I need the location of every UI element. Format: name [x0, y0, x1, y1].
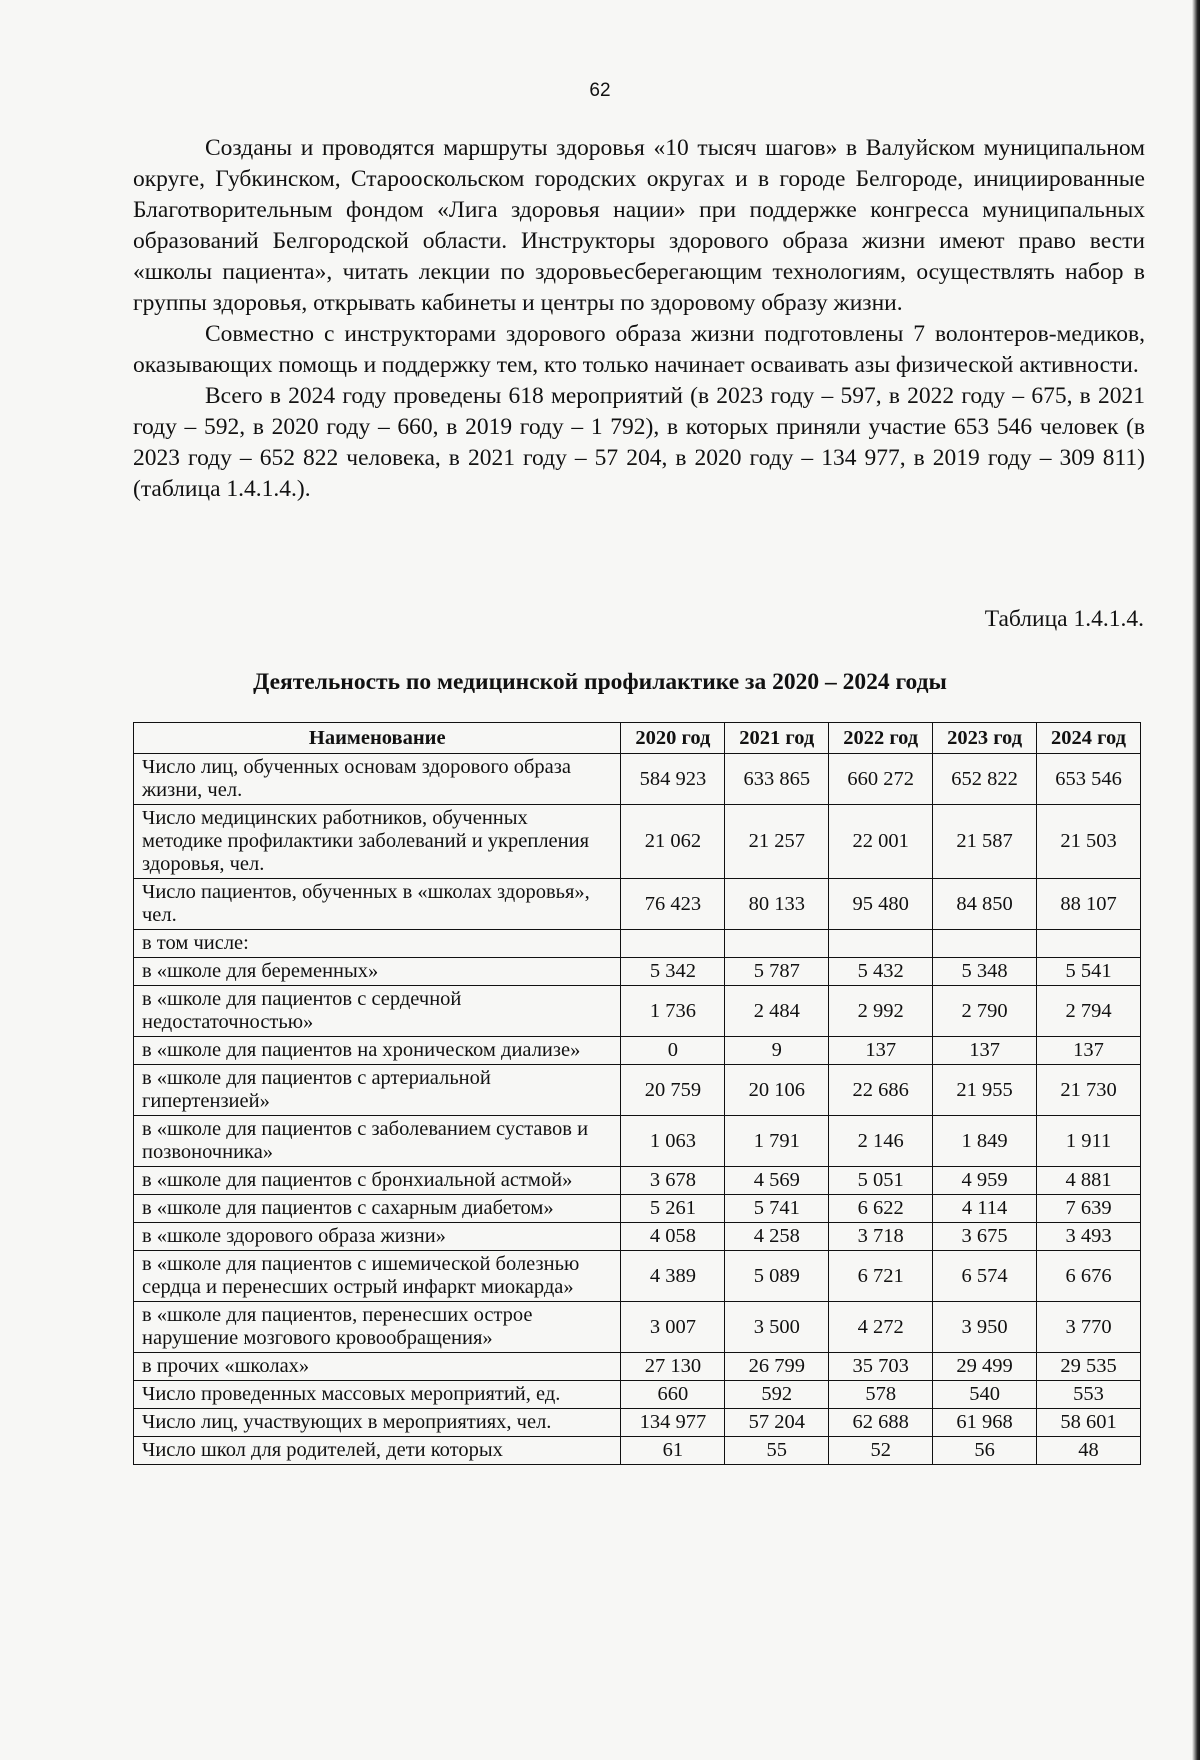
cell-value: [829, 930, 933, 958]
cell-value: 1 849: [933, 1116, 1037, 1167]
cell-value: 21 955: [933, 1065, 1037, 1116]
cell-value: 9: [725, 1037, 829, 1065]
cell-value: 2 992: [829, 986, 933, 1037]
cell-value: 20 106: [725, 1065, 829, 1116]
cell-value: 1 736: [621, 986, 725, 1037]
cell-value: 61: [621, 1437, 725, 1465]
cell-value: 3 770: [1037, 1302, 1141, 1353]
cell-value: 633 865: [725, 754, 829, 805]
cell-value: 6 676: [1037, 1251, 1141, 1302]
cell-value: 21 587: [933, 805, 1037, 879]
row-label: в «школе для пациентов с сердечной недостаточностью»: [134, 986, 621, 1037]
table-caption: Таблица 1.4.1.4.: [984, 606, 1144, 632]
table-title: Деятельность по медицинской профилактике за 2020 – 2024 годы: [253, 669, 947, 695]
cell-value: 21 730: [1037, 1065, 1141, 1116]
cell-value: 4 258: [725, 1223, 829, 1251]
cell-value: 2 790: [933, 986, 1037, 1037]
table-row: [134, 1353, 1141, 1381]
cell-value: 76 423: [621, 879, 725, 930]
scan-edge-shadow: [1192, 0, 1200, 1760]
column-header-2024: 2024 год: [1037, 723, 1141, 754]
cell-value: 26 799: [725, 1353, 829, 1381]
cell-value: 6 622: [829, 1195, 933, 1223]
cell-value: 5 342: [621, 958, 725, 986]
cell-value: 35 703: [829, 1353, 933, 1381]
cell-value: 5 787: [725, 958, 829, 986]
table-header-row: [134, 723, 1141, 754]
cell-value: 29 499: [933, 1353, 1037, 1381]
table-row: [134, 879, 1141, 930]
column-header-2021: 2021 год: [725, 723, 829, 754]
cell-value: 3 007: [621, 1302, 725, 1353]
table-row: [134, 958, 1141, 986]
row-label: Число пациентов, обученных в «школах здоровья», чел.: [134, 879, 621, 930]
cell-value: 88 107: [1037, 879, 1141, 930]
table-row: [134, 1381, 1141, 1409]
cell-value: 61 968: [933, 1409, 1037, 1437]
row-label: в «школе для пациентов, перенесших острое нарушение мозгового кровообращения»: [134, 1302, 621, 1353]
row-label: в том числе:: [134, 930, 621, 958]
cell-value: 5 089: [725, 1251, 829, 1302]
row-label: Число лиц, участвующих в мероприятиях, чел.: [134, 1409, 621, 1437]
cell-value: 584 923: [621, 754, 725, 805]
cell-value: 5 261: [621, 1195, 725, 1223]
table-row: [134, 930, 1141, 958]
cell-value: 80 133: [725, 879, 829, 930]
cell-value: 56: [933, 1437, 1037, 1465]
cell-value: 4 569: [725, 1167, 829, 1195]
cell-value: 5 432: [829, 958, 933, 986]
table-row: [134, 754, 1141, 805]
cell-value: 4 959: [933, 1167, 1037, 1195]
cell-value: 62 688: [829, 1409, 933, 1437]
cell-value: 6 574: [933, 1251, 1037, 1302]
cell-value: 21 503: [1037, 805, 1141, 879]
cell-value: 5 051: [829, 1167, 933, 1195]
cell-value: 137: [829, 1037, 933, 1065]
table-row: [134, 986, 1141, 1037]
cell-value: 0: [621, 1037, 725, 1065]
cell-value: 653 546: [1037, 754, 1141, 805]
paragraph-volunteers: Совместно с инструкторами здорового образа жизни подготовлены 7 волонтеров-медиков, оказывающих помощь и поддержку тем, кто только начинает осваивать азы физической активности.: [133, 321, 1145, 378]
row-label: Число медицинских работников, обученных методике профилактики заболеваний и укрепления здоровья, чел.: [134, 805, 621, 879]
cell-value: 540: [933, 1381, 1037, 1409]
cell-value: 4 058: [621, 1223, 725, 1251]
cell-value: 3 950: [933, 1302, 1037, 1353]
table-row: [134, 1409, 1141, 1437]
cell-value: 1 911: [1037, 1116, 1141, 1167]
row-label: в «школе для пациентов с заболеванием суставов и позвоночника»: [134, 1116, 621, 1167]
cell-value: 22 001: [829, 805, 933, 879]
cell-value: 134 977: [621, 1409, 725, 1437]
cell-value: 592: [725, 1381, 829, 1409]
row-label: в «школе для пациентов с артериальной гипертензией»: [134, 1065, 621, 1116]
row-label: в «школе для пациентов с ишемической болезнью сердца и перенесших острый инфаркт миокарда»: [134, 1251, 621, 1302]
cell-value: 652 822: [933, 754, 1037, 805]
prevention-table: [133, 722, 1141, 1465]
cell-value: 1 791: [725, 1116, 829, 1167]
cell-value: [621, 930, 725, 958]
table-row: [134, 1065, 1141, 1116]
cell-value: 3 675: [933, 1223, 1037, 1251]
cell-value: 48: [1037, 1437, 1141, 1465]
cell-value: 20 759: [621, 1065, 725, 1116]
cell-value: 5 741: [725, 1195, 829, 1223]
row-label: Число проведенных массовых мероприятий, ед.: [134, 1381, 621, 1409]
cell-value: 3 718: [829, 1223, 933, 1251]
table-row: [134, 1437, 1141, 1465]
row-label: в «школе здорового образа жизни»: [134, 1223, 621, 1251]
page-number: 62: [589, 80, 611, 101]
cell-value: 21 257: [725, 805, 829, 879]
cell-value: 4 389: [621, 1251, 725, 1302]
cell-value: 84 850: [933, 879, 1037, 930]
table-row: [134, 1223, 1141, 1251]
table-row: [134, 1116, 1141, 1167]
table-row: [134, 805, 1141, 879]
cell-value: 4 881: [1037, 1167, 1141, 1195]
cell-value: 4 114: [933, 1195, 1037, 1223]
cell-value: 55: [725, 1437, 829, 1465]
cell-value: 3 493: [1037, 1223, 1141, 1251]
cell-value: 137: [1037, 1037, 1141, 1065]
table-row: [134, 1195, 1141, 1223]
table-body: [134, 754, 1141, 1465]
cell-value: 1 063: [621, 1116, 725, 1167]
cell-value: 29 535: [1037, 1353, 1141, 1381]
cell-value: 4 272: [829, 1302, 933, 1353]
cell-value: 58 601: [1037, 1409, 1141, 1437]
row-label: в «школе для пациентов на хроническом диализе»: [134, 1037, 621, 1065]
cell-value: [725, 930, 829, 958]
table-row: [134, 1251, 1141, 1302]
cell-value: 7 639: [1037, 1195, 1141, 1223]
cell-value: 6 721: [829, 1251, 933, 1302]
cell-value: 27 130: [621, 1353, 725, 1381]
cell-value: 5 348: [933, 958, 1037, 986]
cell-value: 578: [829, 1381, 933, 1409]
cell-value: 553: [1037, 1381, 1141, 1409]
cell-value: 57 204: [725, 1409, 829, 1437]
cell-value: [1037, 930, 1141, 958]
cell-value: 2 146: [829, 1116, 933, 1167]
table-row: [134, 1302, 1141, 1353]
row-label: в «школе для беременных»: [134, 958, 621, 986]
cell-value: 2 484: [725, 986, 829, 1037]
table-row: [134, 1037, 1141, 1065]
body-text: [133, 133, 1145, 505]
row-label: в «школе для пациентов с бронхиальной астмой»: [134, 1167, 621, 1195]
cell-value: [933, 930, 1037, 958]
cell-value: 660: [621, 1381, 725, 1409]
row-label: Число лиц, обученных основам здорового образа жизни, чел.: [134, 754, 621, 805]
column-header-2023: 2023 год: [933, 723, 1037, 754]
cell-value: 2 794: [1037, 986, 1141, 1037]
cell-value: 3 678: [621, 1167, 725, 1195]
cell-value: 5 541: [1037, 958, 1141, 986]
cell-value: 660 272: [829, 754, 933, 805]
cell-value: 22 686: [829, 1065, 933, 1116]
cell-value: 95 480: [829, 879, 933, 930]
column-header-2022: 2022 год: [829, 723, 933, 754]
cell-value: 137: [933, 1037, 1037, 1065]
column-header-name: Наименование: [134, 723, 621, 754]
cell-value: 3 500: [725, 1302, 829, 1353]
row-label: Число школ для родителей, дети которых: [134, 1437, 621, 1465]
paragraph-routes: Созданы и проводятся маршруты здоровья «10 тысяч шагов» в Валуйском муниципальном округе, Губкинском, Старооскольском городских округах и в городе Белгороде, инициированные Благотворительным фондом «Лига здоровья нации» при поддержке конгресса муниципальных образований Белгородской области. Инструкторы здорового образа жизни имеют право вести «школы пациента», читать лекции по здоровьесберегающим технологиям, осуществлять набор в группы здоровья, открывать кабинеты и центры по здоровому образу жизни.: [133, 135, 1145, 316]
row-label: в «школе для пациентов с сахарным диабетом»: [134, 1195, 621, 1223]
cell-value: 52: [829, 1437, 933, 1465]
row-label: в прочих «школах»: [134, 1353, 621, 1381]
paragraph-events-total: Всего в 2024 году проведены 618 мероприятий (в 2023 году – 597, в 2022 году – 675, в 2021 году – 592, в 2020 году – 660, в 2019 году – 1 792), в которых приняли участие 653 546 человек (в 2023 году – 652 822 человека, в 2021 году – 57 204, в 2020 году – 134 977, в 2019 году – 309 811) (таблица 1.4.1.4.).: [133, 383, 1145, 502]
column-header-2020: 2020 год: [621, 723, 725, 754]
table-row: [134, 1167, 1141, 1195]
cell-value: 21 062: [621, 805, 725, 879]
